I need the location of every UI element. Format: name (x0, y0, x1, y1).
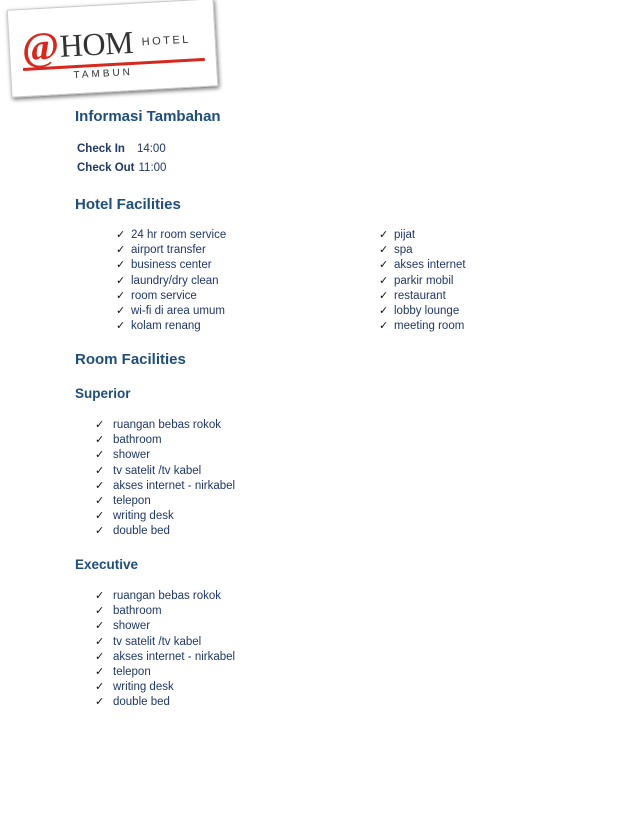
list-item-label: ruangan bebas rokok (113, 590, 222, 602)
checkmark-icon: ✓ (116, 244, 126, 257)
list-item (116, 319, 226, 334)
checkmark-icon: ✓ (379, 274, 389, 287)
list-item (116, 304, 226, 319)
list-item (379, 228, 466, 243)
list-item (116, 258, 226, 273)
list-item-label: double bed (113, 696, 170, 709)
room-facilities-heading: Room Facilities (75, 351, 186, 368)
list-item (95, 418, 235, 433)
checkout-value: 11:00 (138, 162, 167, 174)
list-item (116, 289, 226, 304)
list-item-label: wi-fi di area umum (131, 304, 225, 317)
list-item-label: 24 hr room service (131, 229, 227, 241)
checkmark-icon: ✓ (379, 229, 389, 241)
hotel-facilities-heading: Hotel Facilities (75, 196, 181, 213)
checkin-label: Check In (77, 143, 125, 155)
checkmark-icon: ✓ (95, 464, 105, 477)
checkmark-icon: ✓ (116, 289, 126, 302)
list-item (95, 509, 235, 524)
logo-wordmark: HOM (58, 23, 134, 64)
list-item-label: meeting room (394, 320, 465, 333)
checkmark-icon: ✓ (116, 304, 126, 317)
checkmark-icon: ✓ (95, 696, 105, 709)
list-item-label: akses internet - nirkabel (113, 650, 236, 663)
list-item-label: akses internet (394, 259, 466, 272)
list-item (95, 619, 235, 634)
checkmark-icon: ✓ (379, 320, 389, 333)
checkmark-icon: ✓ (379, 289, 389, 302)
checkmark-icon: ✓ (95, 605, 105, 618)
list-item-label: laundry/dry clean (131, 274, 219, 287)
info-heading: Informasi Tambahan (75, 108, 221, 125)
list-item (379, 258, 466, 273)
list-item-label: airport transfer (131, 244, 206, 257)
checkmark-icon: ✓ (95, 635, 105, 648)
list-item (116, 243, 226, 258)
checkmark-icon: ✓ (379, 259, 389, 272)
list-item (379, 304, 466, 319)
checkmark-icon: ✓ (95, 525, 105, 538)
list-item-label: bathroom (113, 434, 162, 447)
checkout-label: Check Out (77, 162, 135, 174)
logo-at-sign: @ (20, 23, 61, 71)
checkmark-icon: ✓ (95, 494, 105, 507)
checkmark-icon: ✓ (95, 510, 105, 523)
list-item (95, 464, 235, 479)
list-item-label: telepon (113, 665, 151, 678)
list-item (95, 604, 235, 619)
list-item-label: tv satelit /tv kabel (113, 464, 202, 477)
checkmark-icon: ✓ (95, 650, 105, 663)
list-item-label: writing desk (113, 681, 174, 694)
checkmark-icon: ✓ (379, 244, 389, 257)
hotel-facilities-left-list (116, 228, 226, 334)
list-item (95, 680, 235, 695)
superior-heading: Superior (75, 386, 131, 401)
list-item (95, 589, 235, 604)
checkmark-icon: ✓ (95, 681, 105, 694)
list-item (95, 448, 235, 463)
list-item-label: business center (131, 259, 212, 272)
checkmark-icon: ✓ (95, 665, 105, 678)
list-item (116, 274, 226, 289)
list-item-label: shower (113, 449, 151, 462)
checkmark-icon: ✓ (116, 259, 126, 272)
list-item (379, 274, 466, 289)
list-item-label: ruangan bebas rokok (113, 419, 222, 431)
list-item-label: room service (131, 289, 197, 302)
list-item (116, 228, 226, 243)
checkmark-icon: ✓ (95, 449, 105, 462)
list-item (95, 650, 235, 665)
checkmark-icon: ✓ (116, 320, 126, 333)
hotel-facilities-right-list (379, 228, 466, 334)
list-item (379, 289, 466, 304)
checkin-value: 14:00 (136, 143, 166, 155)
list-item-label: pijat (394, 229, 416, 241)
checkmark-icon: ✓ (379, 304, 389, 317)
checkout-row (77, 162, 166, 174)
list-item (95, 494, 235, 509)
list-item-label: writing desk (113, 510, 174, 523)
list-item (95, 433, 235, 448)
list-item-label: telepon (113, 494, 151, 507)
list-item-label: spa (394, 244, 413, 257)
list-item-label: tv satelit /tv kabel (113, 635, 202, 648)
superior-facilities-list (95, 418, 235, 540)
checkin-row (77, 143, 166, 155)
list-item-label: akses internet - nirkabel (113, 479, 236, 492)
list-item-label: parkir mobil (394, 274, 454, 287)
checkmark-icon: ✓ (116, 229, 126, 241)
list-item (95, 665, 235, 680)
hotel-logo (7, 0, 219, 98)
logo-city: TAMBUN (73, 66, 134, 82)
list-item-label: shower (113, 620, 151, 633)
checkmark-icon: ✓ (95, 620, 105, 633)
list-item (95, 635, 235, 650)
list-item (95, 524, 235, 539)
list-item (95, 695, 235, 710)
list-item-label: double bed (113, 525, 170, 538)
logo-suffix: HOTEL (141, 33, 192, 49)
list-item-label: lobby lounge (394, 304, 460, 317)
executive-facilities-list (95, 589, 235, 711)
executive-heading: Executive (75, 557, 139, 572)
list-item (95, 479, 235, 494)
checkmark-icon: ✓ (95, 434, 105, 447)
list-item-label: restaurant (394, 289, 446, 302)
checkmark-icon: ✓ (95, 590, 105, 602)
checkmark-icon: ✓ (116, 274, 126, 287)
list-item-label: bathroom (113, 605, 162, 618)
list-item (379, 319, 466, 334)
list-item-label: kolam renang (131, 320, 201, 333)
list-item (379, 243, 466, 258)
checkmark-icon: ✓ (95, 479, 105, 492)
checkmark-icon: ✓ (95, 419, 105, 431)
